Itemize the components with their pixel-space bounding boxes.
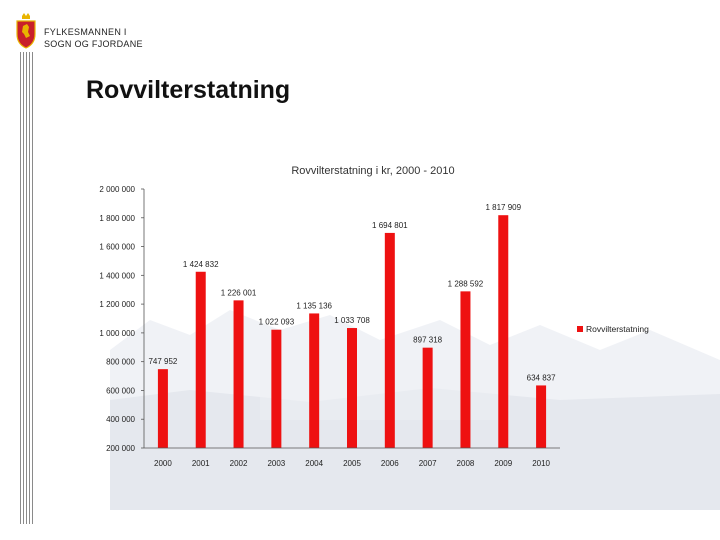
x-tick-label: 2009 — [494, 459, 513, 468]
bar — [498, 215, 508, 448]
x-tick-label: 2006 — [380, 459, 399, 468]
bar — [460, 291, 470, 448]
x-tick-label: 2005 — [343, 459, 361, 468]
x-tick-label: 2004 — [305, 459, 324, 468]
legend-label: Rovvilterstatning — [586, 324, 649, 334]
slide-title: Rovvilterstatning — [86, 76, 291, 104]
data-label: 1 288 592 — [447, 279, 484, 289]
data-label: 1 694 801 — [372, 220, 408, 230]
data-label: 1 817 909 — [485, 203, 522, 213]
bar — [309, 313, 319, 448]
x-tick-label: 2008 — [456, 459, 475, 468]
bar — [347, 328, 357, 448]
x-axis — [144, 448, 560, 468]
x-tick-label: 2010 — [532, 459, 550, 468]
bar — [158, 369, 168, 448]
y-tick-label: 2 000 000 — [99, 185, 135, 194]
org-line-2: SOGN OG FJORDANE — [44, 39, 143, 49]
y-tick-label: 800 000 — [106, 357, 135, 367]
y-axis — [99, 185, 144, 453]
x-tick-label: 2002 — [229, 459, 248, 468]
legend — [577, 324, 649, 334]
y-tick-label: 1 200 000 — [99, 300, 135, 310]
y-tick-label: 600 000 — [106, 386, 135, 396]
bar — [536, 385, 546, 448]
data-label: 1 226 001 — [220, 288, 257, 298]
data-label: 634 837 — [526, 373, 556, 383]
x-tick-label: 2003 — [267, 459, 286, 468]
data-label: 897 318 — [413, 335, 443, 345]
y-tick-label: 1 400 000 — [99, 271, 135, 281]
x-tick-label: 2001 — [191, 459, 210, 468]
bar — [271, 330, 281, 448]
data-label: 1 033 708 — [334, 316, 370, 326]
x-tick-label: 2000 — [154, 459, 172, 468]
data-label: 1 424 832 — [182, 259, 219, 269]
y-tick-label: 1 600 000 — [99, 242, 135, 252]
org-line-1: FYLKESMANNEN I — [44, 27, 127, 37]
bar — [385, 233, 395, 448]
bar — [234, 300, 244, 448]
y-tick-label: 1 000 000 — [99, 328, 135, 338]
bar — [196, 272, 206, 448]
y-tick-label: 200 000 — [106, 444, 135, 453]
bar — [423, 348, 433, 448]
data-label: 1 022 093 — [258, 317, 295, 327]
chart-title: Rovvilterstatning i kr, 2000 - 2010 — [291, 165, 455, 177]
x-tick-label: 2007 — [418, 459, 437, 468]
legend-swatch — [577, 326, 583, 332]
y-tick-label: 1 800 000 — [99, 213, 135, 223]
y-tick-label: 400 000 — [106, 415, 135, 425]
data-label: 1 135 136 — [296, 301, 332, 311]
data-label: 747 952 — [148, 357, 178, 367]
bars — [148, 203, 556, 448]
